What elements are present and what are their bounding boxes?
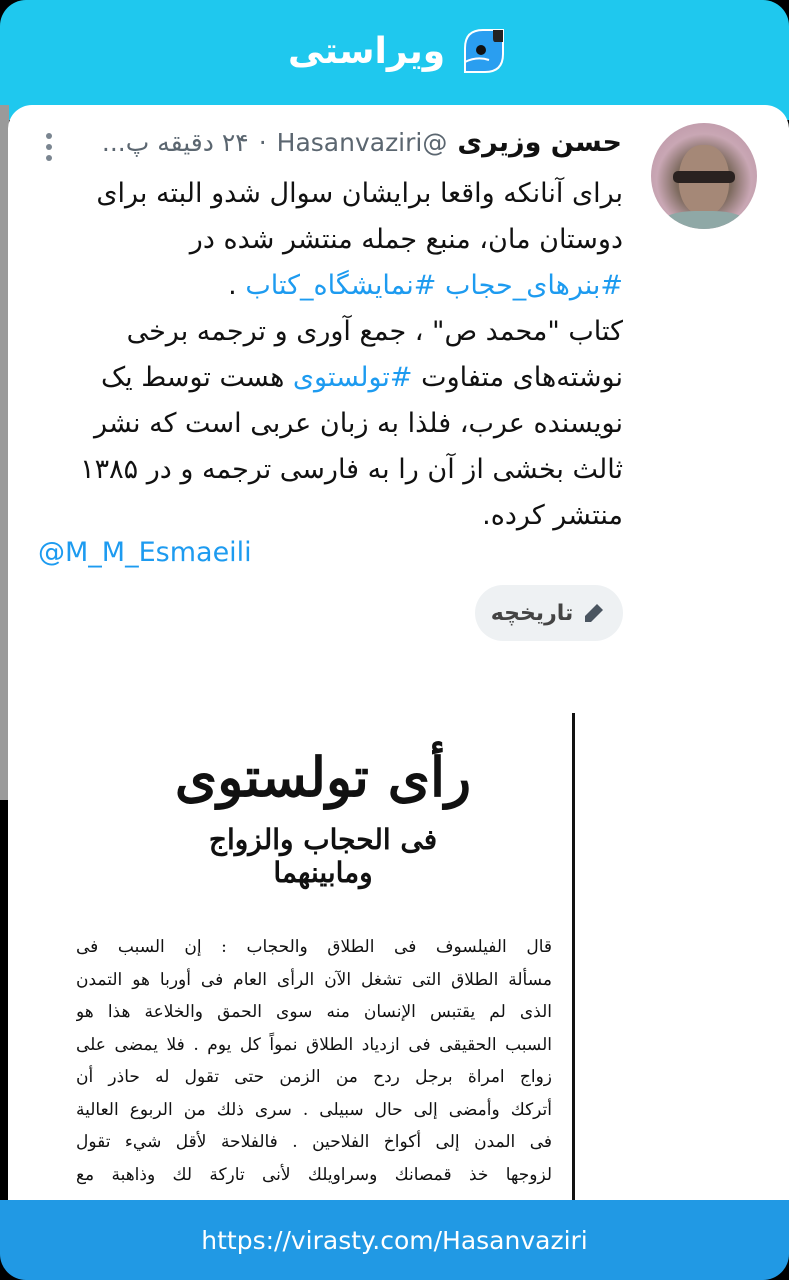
virasty-bird-icon (459, 26, 509, 76)
author-handle[interactable]: @Hasanvaziri (276, 128, 448, 157)
scan-line: قال الفيلسوف فى الطلاق والحجاب : إن السبب فى (76, 937, 552, 957)
text-fragment: هست توسط یک (100, 362, 293, 393)
scan-subtitle: فى الحجاب والزواج ومابينهما (208, 823, 438, 889)
scan-line: زواج امراة برجل ردح من الزمن حتى تقول له حاذر أن (76, 1067, 552, 1087)
tolstoy-line (33, 355, 623, 401)
text-line: دوستان مان، منبع جمله منتشر شده در (189, 224, 623, 255)
separator: · (258, 128, 267, 157)
post-time: ۲۴ دقیقه پ... (101, 128, 249, 157)
scan-line: فى المدن إلى أكواخ الفلاحين . فالفلاحة لأقل شيء تقول (76, 1132, 552, 1152)
text-line: برای آنانکه واقعا برایشان سوال شدو البته برای (96, 178, 623, 209)
scan-line: مسألة الطلاق التى تشغل الآن الرأى العام فى أوربا هو التمدن (76, 969, 552, 990)
author-name[interactable]: حسن وزیری (457, 127, 622, 158)
history-label: تاریخچه (490, 600, 574, 626)
scan-line: السبب الحقيقى فى ازدياد الطلاق نمواً كل يوم . فلا يمضى على (76, 1034, 552, 1055)
column-rule (572, 713, 575, 1215)
scan-title: رأى تولستوى (174, 745, 472, 809)
profile-url[interactable]: https://virasty.com/Hasanvaziri (201, 1225, 588, 1255)
text-line: ثالث بخشی از آن را به فارسی ترجمه و در ۱۳۸۵ (80, 454, 623, 485)
hashtag-link[interactable]: #تولستوی (292, 362, 413, 393)
attached-image[interactable] (8, 695, 789, 1215)
virasty-logo[interactable] (288, 26, 509, 76)
text-line: نویسنده عرب، فلذا به زبان عربی است که نشر (94, 408, 623, 439)
text-line: منتشر کرده. (482, 500, 623, 531)
hashtag-link[interactable]: #بنرهای_حجاب (444, 270, 623, 301)
mention-link[interactable]: @M_M_Esmaeili (38, 537, 252, 568)
avatar[interactable] (651, 123, 757, 229)
text-fragment: نوشته‌های متفاوت (412, 362, 623, 393)
pencil-icon (581, 600, 607, 626)
footer-bar (0, 1200, 789, 1280)
hashtag-line (33, 263, 623, 309)
text-line: کتاب "محمد ص" ، جمع آوری و ترجمه برخی (126, 316, 623, 347)
logo-text: ویراستی (288, 30, 446, 72)
scan-line: لزوجها خذ قمصانك وسراويلك لأنى تاركة لك وذاهبة مع (76, 1164, 552, 1185)
post-text (33, 171, 623, 539)
post-card (8, 105, 789, 1215)
app-header (0, 0, 789, 120)
hashtag-link[interactable]: #نمایشگاه_کتاب (245, 270, 437, 301)
scan-body (76, 931, 552, 1191)
scan-line: أتركك وأمضى إلى حال سبيلى . سرى ذلك من الربوع العالية (76, 1099, 552, 1120)
text-fragment: . (228, 270, 246, 301)
history-button[interactable] (475, 585, 623, 641)
post-meta (102, 127, 622, 158)
more-options-icon[interactable] (46, 133, 54, 161)
scan-line: الذى لم يقتبس الإنسان منه سوى الحمق والخلاعة هذا هو (76, 1002, 552, 1022)
